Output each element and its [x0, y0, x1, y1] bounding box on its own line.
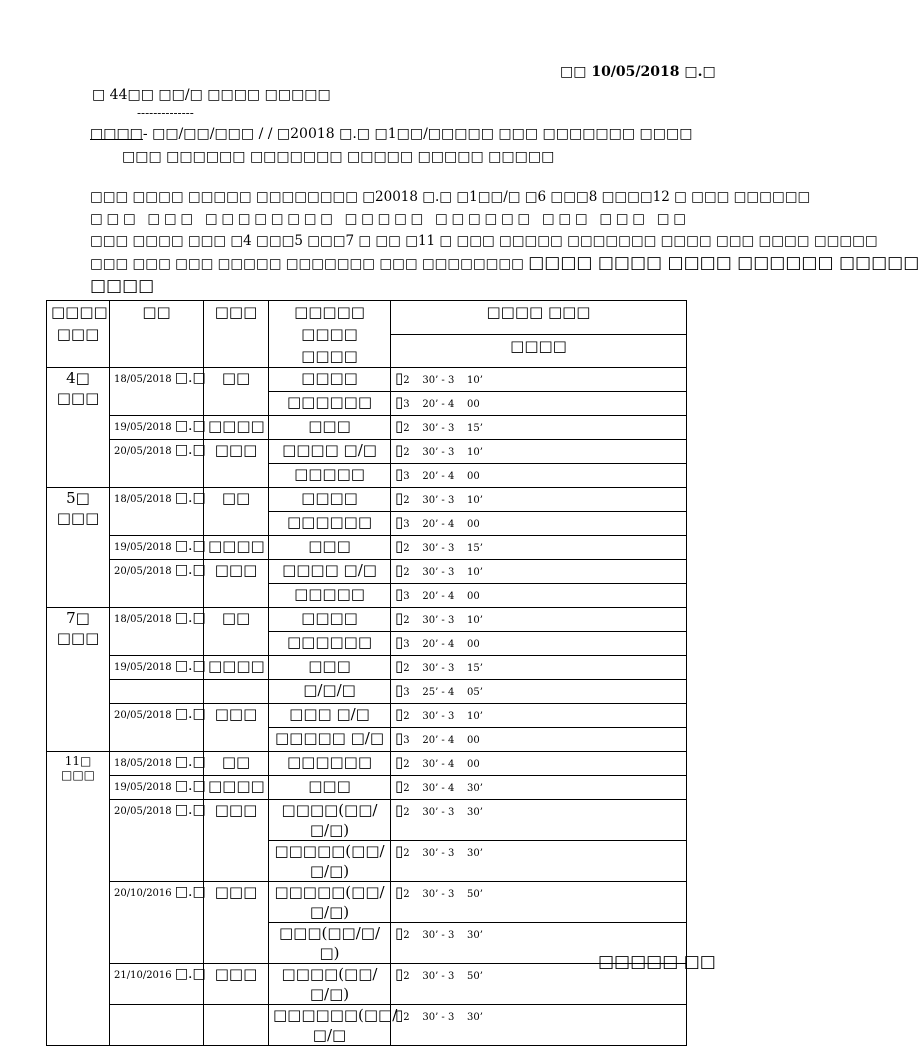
missing-glyph-icon: ▯ [395, 777, 404, 795]
subject-cell: □□□□□ [269, 584, 391, 608]
date-suffix: □.□ [174, 562, 206, 578]
subject-cell: □□□ [269, 536, 391, 560]
date-cell [110, 368, 204, 416]
time-value: 2 30’ - 3 50’ [403, 971, 483, 982]
subject-cell: □□□□□(□□/ □/□) [269, 882, 391, 923]
date-suffix: □.□ [174, 778, 206, 794]
table-row [47, 776, 687, 800]
time-cell [391, 368, 687, 392]
paragraph-line: □□□□ [90, 276, 155, 296]
time-cell [391, 841, 687, 882]
subject-cell: □□□□□□ [269, 392, 391, 416]
date-suffix: □.□ [174, 966, 206, 982]
day-cell [204, 1005, 269, 1046]
date-value: 19/05/2018 [114, 662, 172, 673]
body-paragraph [90, 186, 919, 297]
table-row [47, 752, 687, 776]
paragraph-text: □□□ □□□ □□□ □□□□□ □□□□□□□ □□□ □□□□□□□□ [90, 256, 524, 272]
missing-glyph-icon: ▯ [395, 705, 404, 723]
time-value: 2 30’ - 3 10’ [403, 375, 483, 386]
day-cell: □□□ [204, 560, 269, 608]
missing-glyph-icon: ▯ [395, 585, 404, 603]
time-value: 2 30’ - 3 30’ [403, 807, 483, 818]
table-row [47, 800, 687, 841]
day-cell: □□□□ [204, 536, 269, 560]
missing-glyph-icon: ▯ [395, 537, 404, 555]
day-cell: □□ [204, 608, 269, 656]
time-cell [391, 752, 687, 776]
subject-cell: □□□□(□□/□/□) [269, 800, 391, 841]
exam-schedule-table [46, 300, 687, 1046]
missing-glyph-icon: ▯ [395, 883, 404, 901]
date-cell [110, 1005, 204, 1046]
table-row [47, 560, 687, 584]
table-row [47, 440, 687, 464]
date-suffix: □.□ [174, 370, 206, 386]
subject-cell: □□□(□□/□/□) [269, 923, 391, 964]
time-value: 2 30’ - 3 15’ [403, 543, 483, 554]
day-cell: □□ [204, 752, 269, 776]
date-cell [110, 776, 204, 800]
date-cell [110, 608, 204, 656]
time-value: 2 30’ - 3 10’ [403, 615, 483, 626]
time-value: 2 30’ - 3 50’ [403, 889, 483, 900]
paragraph-text-large: □□□□ □□□□ □□□□ □□□□□□ □□□□□ [528, 253, 919, 273]
time-value: 3 20’ - 4 00 [403, 639, 480, 650]
subject-cell: □□□□ □/□ [269, 440, 391, 464]
time-cell [391, 656, 687, 680]
date-suffix: □.□ [174, 490, 206, 506]
day-cell: □□□ [204, 964, 269, 1005]
paragraph-line: □□□ □□□□ □□□□□ □□□□□□□□ □20018 □.□ □1□□/□ □6 □□□8 □□□□12 □ □□□ □□□□□□ [90, 189, 811, 205]
table-row [47, 368, 687, 392]
time-cell [391, 776, 687, 800]
table-row [47, 656, 687, 680]
time-cell [391, 800, 687, 841]
missing-glyph-icon: ▯ [395, 513, 404, 531]
missing-glyph-icon: ▯ [395, 801, 404, 819]
day-cell: □□ [204, 488, 269, 536]
missing-glyph-icon: ▯ [395, 417, 404, 435]
table-row [47, 680, 687, 704]
signature: □□□□□ □□ [598, 952, 716, 972]
time-cell [391, 728, 687, 752]
date-suffix: □.□ [174, 658, 206, 674]
date-value: 20/05/2018 [114, 446, 172, 457]
header-class: □□□□ □□□ [47, 301, 110, 368]
time-cell [391, 632, 687, 656]
missing-glyph-icon: ▯ [395, 842, 404, 860]
date-suffix: □.□ [174, 754, 206, 770]
time-value: 2 30’ - 3 30’ [403, 1012, 483, 1023]
date-value: 19/05/2018 [114, 542, 172, 553]
time-value: 2 30’ - 3 30’ [403, 848, 483, 859]
date-value: 18/05/2018 [114, 494, 172, 505]
time-value: 2 30’ - 4 00 [403, 759, 480, 770]
missing-glyph-icon: ▯ [395, 393, 404, 411]
day-cell: □□□□ [204, 416, 269, 440]
time-cell [391, 512, 687, 536]
time-value: 2 30’ - 3 10’ [403, 567, 483, 578]
paragraph-line: □□□ □□□ □□□□□□□□ □□□□□ □□□□□□ □□□ □□□ □□ [90, 211, 686, 227]
missing-glyph-icon: ▯ [395, 609, 404, 627]
table-row [47, 964, 687, 1005]
subject-cell: □□□□□ [269, 464, 391, 488]
table-row [47, 536, 687, 560]
time-value: 2 30’ - 3 30’ [403, 930, 483, 941]
subject-cell: □□□ [269, 416, 391, 440]
time-cell [391, 416, 687, 440]
day-cell: □□ [204, 368, 269, 416]
time-cell [391, 1005, 687, 1046]
time-value: 3 25’ - 4 05’ [403, 687, 483, 698]
date-value: 20/05/2018 [114, 566, 172, 577]
date-cell [110, 440, 204, 488]
day-cell: □□□□ [204, 656, 269, 680]
day-cell: □□□ [204, 882, 269, 964]
day-cell: □□□ [204, 440, 269, 488]
date-suffix: □.□ [174, 802, 206, 818]
time-cell [391, 704, 687, 728]
subject-line-2: □□□ □□□□□□ □□□□□□□ □□□□□ □□□□□ □□□□□ [122, 149, 555, 165]
date-suffix: □.□ [174, 538, 206, 554]
missing-glyph-icon: ▯ [395, 369, 404, 387]
date-value: 20/05/2018 [114, 710, 172, 721]
missing-glyph-icon: ▯ [395, 441, 404, 459]
time-value: 2 30’ - 3 10’ [403, 711, 483, 722]
date-value: 21/10/2016 [114, 970, 172, 981]
subject-cell: □□□□ [269, 488, 391, 512]
subject-cell: □/□/□ [269, 680, 391, 704]
table-row [47, 416, 687, 440]
time-value: 3 20’ - 4 00 [403, 735, 480, 746]
table-row [47, 1005, 687, 1046]
date-value: 20/05/2018 [114, 806, 172, 817]
time-cell [391, 584, 687, 608]
date-cell [110, 656, 204, 680]
missing-glyph-icon: ▯ [395, 753, 404, 771]
date-value: 18/05/2018 [114, 614, 172, 625]
day-cell [204, 680, 269, 704]
date-cell [110, 800, 204, 882]
day-cell: □□□□ [204, 776, 269, 800]
time-value: 2 30’ - 3 15’ [403, 663, 483, 674]
subject-cell: □□□□□□ [269, 752, 391, 776]
header-subject: □□□□□ □□□□ □□□□ [269, 301, 391, 368]
subject-cell: □□□□(□□/□/□) [269, 964, 391, 1005]
time-value: 2 30’ - 3 10’ [403, 495, 483, 506]
date-cell [110, 752, 204, 776]
date-cell [110, 536, 204, 560]
date-value: 18/05/2018 [114, 374, 172, 385]
time-cell [391, 680, 687, 704]
header-date: □□ [110, 301, 204, 368]
missing-glyph-icon: ▯ [395, 465, 404, 483]
subject-cell: □□□□ □/□ [269, 560, 391, 584]
date-suffix: □.□ [174, 418, 206, 434]
recipient-line: □ 44□□ □□/□ □□□□ □□□□□ [92, 87, 331, 103]
missing-glyph-icon: ▯ [395, 1006, 404, 1024]
table-row [47, 704, 687, 728]
date-cell [110, 964, 204, 1005]
paragraph-line [90, 252, 919, 275]
date-value: 19/05/2018 [114, 782, 172, 793]
missing-glyph-icon: ▯ [395, 681, 404, 699]
class-cell: 11□ □□□ [47, 752, 110, 1046]
date-value: 19/05/2018 [114, 422, 172, 433]
subject-cell: □□□□□□(□□/ □/□ [269, 1005, 391, 1046]
time-value: 2 30’ - 3 10’ [403, 447, 483, 458]
table-row [47, 488, 687, 512]
subject-cell: □□□□□(□□/ □/□) [269, 841, 391, 882]
header-day: □□□ [204, 301, 269, 368]
subject-cell: □□□ [269, 776, 391, 800]
time-cell [391, 536, 687, 560]
missing-glyph-icon: ▯ [395, 924, 404, 942]
day-cell: □□□ [204, 704, 269, 752]
subject-cell: □□□□□ □/□ [269, 728, 391, 752]
missing-glyph-icon: ▯ [395, 633, 404, 651]
subject-cell: □□□□□□ [269, 512, 391, 536]
time-value: 2 30’ - 4 30’ [403, 783, 483, 794]
time-value: 3 20’ - 4 00 [403, 519, 480, 530]
date-suffix: □.□ [174, 610, 206, 626]
header-time-sub: □□□□ [391, 334, 687, 368]
subject-cell: □□□□□□ [269, 632, 391, 656]
header-time: □□□□ □□□ [391, 301, 687, 335]
date-cell [110, 488, 204, 536]
separator-dashes: -------------- [137, 106, 194, 120]
class-cell: 5□ □□□ [47, 488, 110, 608]
time-cell [391, 392, 687, 416]
time-value: 3 20’ - 4 00 [403, 591, 480, 602]
table-row [47, 882, 687, 923]
subject-cell: □□□ □/□ [269, 704, 391, 728]
subject-cell: □□□ [269, 656, 391, 680]
missing-glyph-icon: ▯ [395, 965, 404, 983]
time-cell [391, 440, 687, 464]
missing-glyph-icon: ▯ [395, 489, 404, 507]
date-cell [110, 704, 204, 752]
missing-glyph-icon: ▯ [395, 657, 404, 675]
time-cell [391, 608, 687, 632]
time-cell [391, 560, 687, 584]
missing-glyph-icon: ▯ [395, 729, 404, 747]
time-value: 3 20’ - 4 00 [403, 471, 480, 482]
time-value: 2 30’ - 3 15’ [403, 423, 483, 434]
time-value: 3 20’ - 4 00 [403, 399, 480, 410]
date-value: 18/05/2018 [114, 758, 172, 769]
table-row [47, 608, 687, 632]
date-value: 20/10/2016 [114, 888, 172, 899]
subject-label: □□□□ [90, 126, 143, 142]
date-suffix: □.□ [174, 706, 206, 722]
date-suffix: □.□ [174, 442, 206, 458]
class-cell: 7□ □□□ [47, 608, 110, 752]
missing-glyph-icon: ▯ [395, 561, 404, 579]
date-cell [110, 680, 204, 704]
day-cell: □□□ [204, 800, 269, 882]
subject-cell: □□□□ [269, 368, 391, 392]
date-cell [110, 416, 204, 440]
date-suffix: □.□ [174, 884, 206, 900]
date-cell [110, 882, 204, 964]
time-cell [391, 882, 687, 923]
subject-line [90, 126, 692, 142]
paragraph-line: □□□ □□□□ □□□ □4 □□□5 □□□7 □ □□ □11 □ □□□ □□□□□ □□□□□□□ □□□□ □□□ □□□□ □□□□□ [90, 233, 878, 249]
time-cell [391, 488, 687, 512]
date-cell [110, 560, 204, 608]
subject-text: - □□/□□/□□□ / / □20018 □.□ □1□□/□□□□□ □□□ □□□□□□□ □□□□ [142, 126, 693, 142]
subject-cell: □□□□ [269, 608, 391, 632]
time-cell [391, 464, 687, 488]
document-date: □□ 10/05/2018 □.□ [560, 64, 716, 80]
class-cell: 4□ □□□ [47, 368, 110, 488]
